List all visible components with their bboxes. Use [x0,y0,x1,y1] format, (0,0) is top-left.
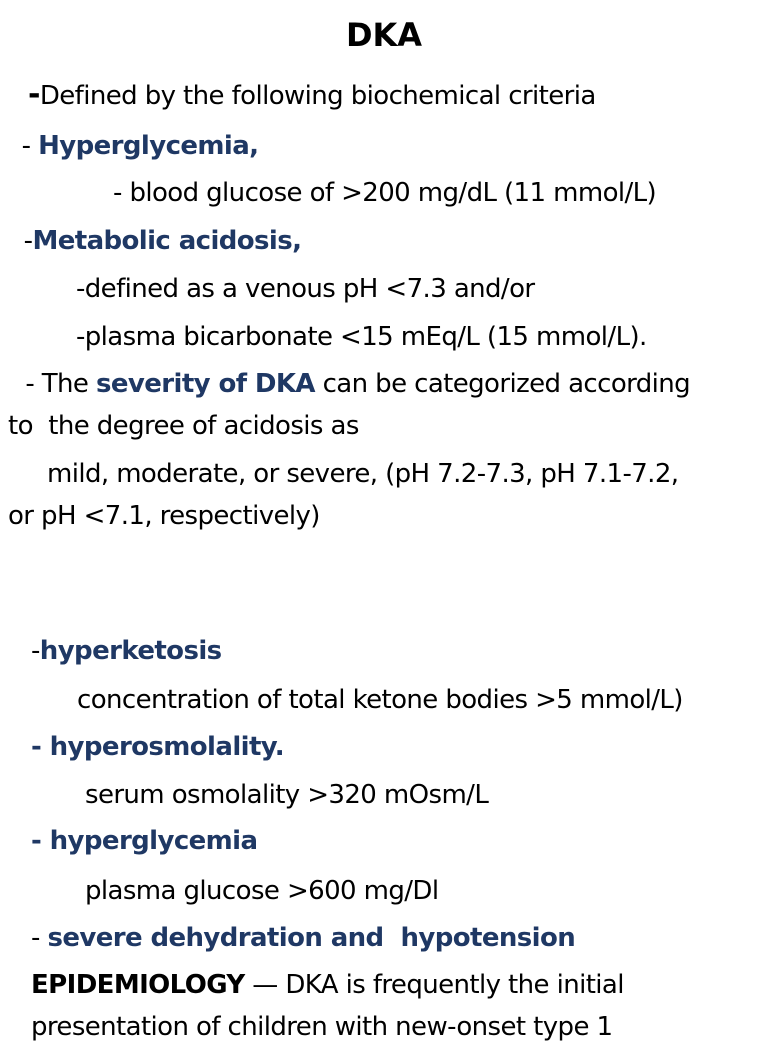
epidemiology-line-2: presentation of children with new-onset type 1 [31,1012,613,1042]
epidemiology-line [31,970,624,1000]
bullet: - [16,226,33,256]
bicarbonate-detail: -plasma bicarbonate <15 mEq/L (15 mmol/L). [76,322,647,352]
epidemiology-text: — DKA is frequently the initial [244,970,624,1000]
severity-line [10,369,690,399]
ketone-detail: concentration of total ketone bodies >5 mmol/L) [77,685,683,715]
epidemiology-heading: EPIDEMIOLOGY [31,970,245,1000]
intro-bullet: - [28,77,40,112]
page-title: DKA [345,16,423,54]
bullet: - [31,923,48,953]
hyperketosis-criterion [31,636,222,666]
severity-line-2: to the degree of acidosis as [8,411,359,441]
dehydration-criterion [31,923,575,953]
plasma-glucose-detail: plasma glucose >600 mg/Dl [85,876,439,906]
blood-glucose-detail: - blood glucose of >200 mg/dL (11 mmol/L) [113,178,657,208]
venous-ph-detail: -defined as a venous pH <7.3 and/or [76,274,535,304]
hyperglycemia-heading: Hyperglycemia, [38,131,259,161]
acidosis-criterion [16,226,301,256]
severity-heading: severity of DKA [96,369,315,399]
hyperglycemia-hhs-heading: - hyperglycemia [31,826,258,856]
bullet: - [14,131,39,161]
severity-line-4: or pH <7.1, respectively) [8,501,320,531]
severity-post: can be categorized according [314,369,691,399]
metabolic-acidosis-heading: Metabolic acidosis, [32,226,302,256]
severity-pre: - The [10,369,96,399]
severity-line-3: mild, moderate, or severe, (pH 7.2-7.3, pH 7.1-7.2, [47,459,679,489]
hyperglycemia-criterion [14,131,258,161]
dehydration-heading: severe dehydration and hypotension [47,923,576,953]
intro-text: Defined by the following biochemical criteria [39,81,596,111]
bullet: - [31,636,40,666]
hyperosmolality-heading: - hyperosmolality. [31,732,285,762]
osmolality-detail: serum osmolality >320 mOsm/L [85,780,489,810]
intro-line [28,77,596,112]
hyperketosis-heading: hyperketosis [39,636,222,666]
